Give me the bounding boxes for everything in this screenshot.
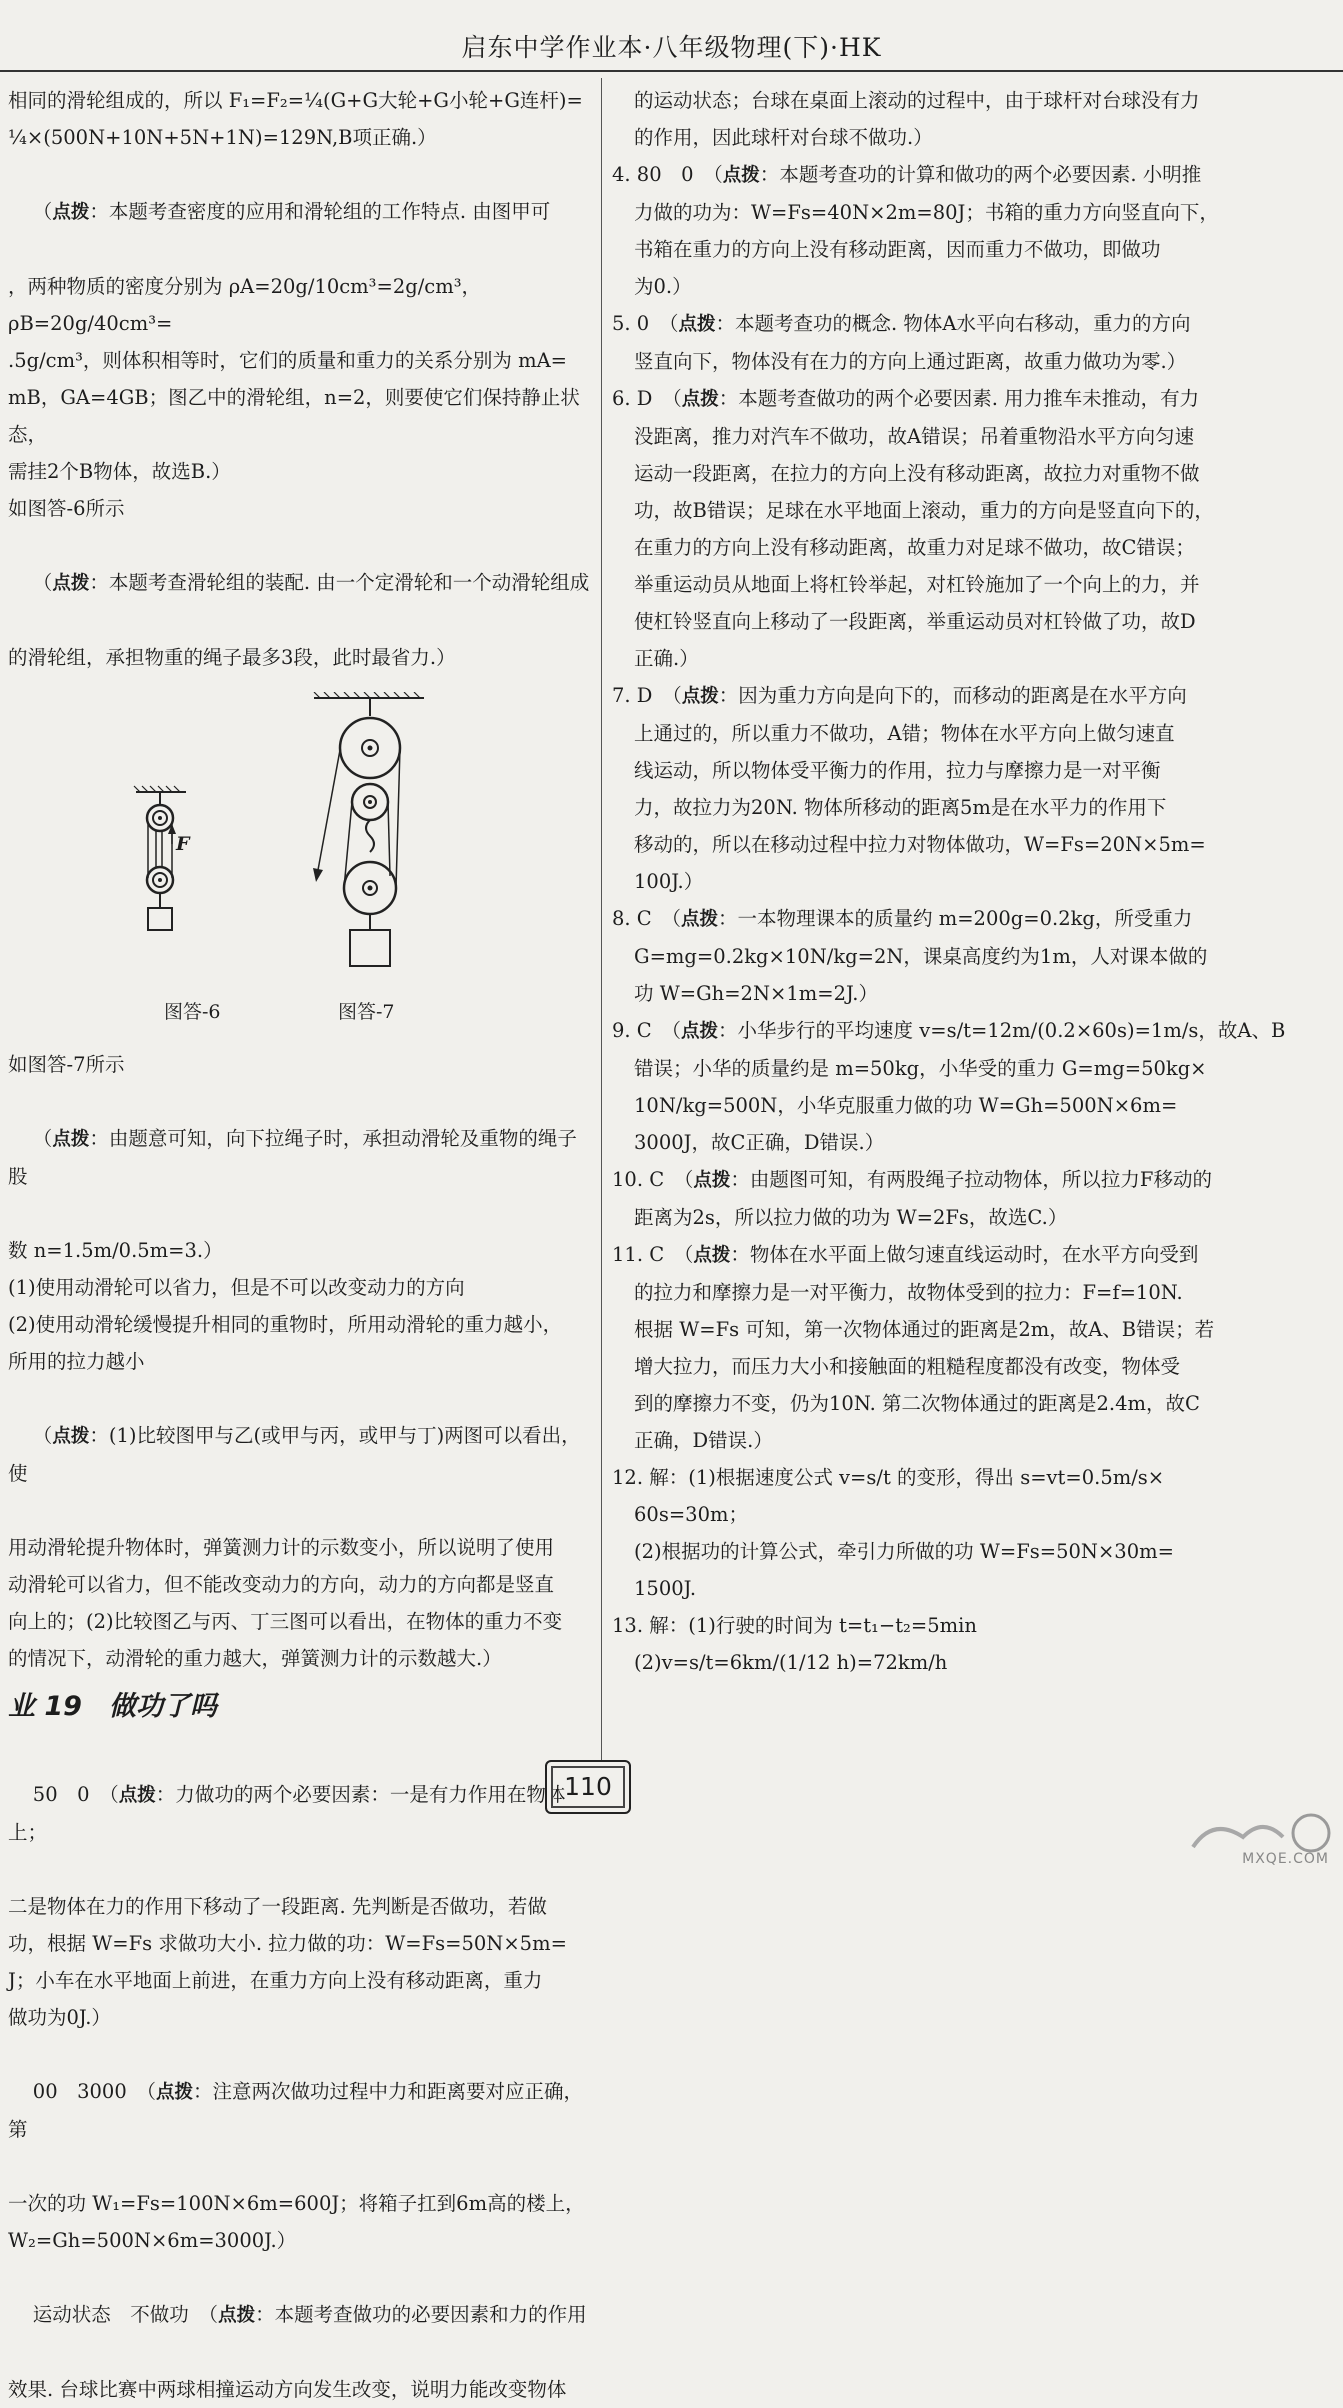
column-divider [601, 78, 602, 1760]
page-number: 110 [545, 1760, 631, 1814]
tip-label: 点拨 [218, 2305, 256, 2326]
tip-label: 点拨 [156, 2082, 194, 2103]
tip-text: 力做功的两个必要因素：一是有力作用在物体上； [8, 1783, 566, 1844]
text-line: 用动滑轮提升物体时，弹簧测力计的示数变小，所以说明了使用 [8, 1536, 555, 1559]
answer-item: 7. D （点拨：因为重力方向是向下的，而移动的距离是在水平方向 [612, 684, 1187, 707]
answer-item: 11. C （点拨：物体在水平面上做匀速直线运动时，在水平方向受到 [612, 1243, 1199, 1266]
text-line: 的拉力和摩擦力是一对平衡力，故物体受到的拉力：F=f=10N. [634, 1281, 1183, 1304]
tip-text: 因为重力方向是向下的，而移动的距离是在水平方向 [738, 684, 1187, 707]
tip-text: 由题图可知，有两股绳子拉动物体，所以拉力F移动的 [749, 1168, 1212, 1191]
text-line: 的运动状态；台球在桌面上滚动的过程中，由于球杆对台球没有力 [634, 89, 1200, 112]
text-line: 为0.） [634, 275, 692, 298]
answer-number: 9. C （ [612, 1019, 681, 1042]
answer-number: 7. D （ [612, 684, 682, 707]
text-line: 如图答-7所示 [8, 1053, 125, 1076]
figure-caption-6: 图答-6 [164, 1001, 221, 1023]
text-line: G=mg=0.2kg×10N/kg=2N，课桌高度约为1m，人对课本做的 [634, 945, 1208, 968]
tip-label: 点拨 [52, 202, 90, 223]
tip-label: 点拨 [693, 1170, 731, 1191]
text-line: 正确.） [634, 647, 699, 670]
answer-item: 10. C （点拨：由题图可知，有两股绳子拉动物体，所以拉力F移动的 [612, 1168, 1212, 1191]
text-line: 00 3000 （点拨：注意两次做功过程中力和距离要对应正确，第 [8, 2080, 584, 2141]
answer-number: 50 0 （ [32, 1783, 119, 1806]
answer-number: 11. C （ [612, 1243, 694, 1266]
tip-label: 点拨 [52, 573, 90, 594]
text-line: 在重力的方向上没有移动距离，故重力对足球不做功，故C错误； [634, 536, 1195, 559]
answer-number: 运动状态 不做功 （ [32, 2303, 219, 2326]
tip-text: 本题考查做功的两个必要因素. 用力推车未推动，有力 [738, 387, 1200, 410]
text-line: 力，故拉力为20N. 物体所移动的距离5m是在水平力的作用下 [634, 796, 1167, 819]
tip-label: 点拨 [722, 165, 760, 186]
text-line: 的情况下，动滑轮的重力越大，弹簧测力计的示数越大.） [8, 1647, 502, 1670]
section-title: 业 19 做功了吗 [8, 1691, 217, 1722]
text-line: 线运动，所以物体受平衡力的作用，拉力与摩擦力是一对平衡 [634, 759, 1161, 782]
text-line: 力做的功为：W=Fs=40N×2m=80J；书箱的重力方向竖直向下， [634, 201, 1219, 224]
text-line: 1500J. [634, 1577, 697, 1600]
text-line: 的作用，因此球杆对台球不做功.） [634, 126, 933, 149]
text-line: mB，GA=4GB；图乙中的滑轮组，n=2，则要使它们保持静止状态， [8, 386, 580, 446]
answer-item: 5. 0 （点拨：本题考查功的概念. 物体A水平向右移动，重力的方向 [612, 312, 1191, 335]
answer-item [612, 1459, 1334, 1496]
header-rule [0, 70, 1343, 72]
pulley-figures [8, 676, 593, 1046]
text-line: 10N/kg=500N，小华克服重力做的功 W=Gh=500N×6m= [634, 1094, 1178, 1117]
text-line: 效果. 台球比赛中两球相撞运动方向发生改变，说明力能改变物体 [8, 2378, 567, 2401]
text-line: 50 0 （点拨：力做功的两个必要因素：一是有力作用在物体上； [8, 1783, 566, 1844]
answer-number: 13. 解：(1)行驶的时间为 t=t₁−t₂=5min [612, 1614, 977, 1637]
tip-label: 点拨 [678, 314, 716, 335]
text-line: （点拨：本题考查密度的应用和滑轮组的工作特点. 由图甲可 [32, 200, 551, 223]
tip-label: 点拨 [681, 686, 719, 707]
tip-text: 本题考查功的概念. 物体A水平向右移动，重力的方向 [735, 312, 1191, 335]
text-line: 如图答-6所示 [8, 497, 125, 520]
answer-item: 6. D （点拨：本题考查做功的两个必要因素. 用力推车未推动，有力 [612, 387, 1200, 410]
text-line: ¼×(500N+10N+5N+1N)=129N,B项正确.） [8, 126, 437, 149]
text-line: 功，根据 W=Fs 求做功大小. 拉力做的功：W=Fs=50N×5m= [8, 1932, 567, 1955]
tip-label: 点拨 [52, 1129, 90, 1150]
text-line: 做功为0J.） [8, 2006, 111, 2029]
tip-label: 点拨 [681, 389, 719, 410]
text-line: 上通过的，所以重力不做功，A错；物体在水平方向上做匀速直 [634, 722, 1175, 745]
text-line: （点拨：本题考查滑轮组的装配. 由一个定滑轮和一个动滑轮组成 [32, 571, 590, 594]
text-line: 相同的滑轮组成的，所以 F₁=F₂=¼(G+G大轮+G小轮+G连杆)= [8, 89, 583, 112]
tip-label: 点拨 [693, 1245, 731, 1266]
tip-text: 小华步行的平均速度 v=s/t=12m/(0.2×60s)=1m/s，故A、B [737, 1019, 1286, 1042]
tip-text: 一本物理课本的质量约 m=200g=0.2kg，所受重力 [737, 907, 1193, 930]
text-line: 运动一段距离，在拉力的方向上没有移动距离，故拉力对重物不做 [634, 462, 1200, 485]
tip-text: 由题意可知，向下拉绳子时，承担动滑轮及重物的绳子股 [8, 1127, 577, 1188]
text-line: 动滑轮可以省力，但不能改变动力的方向，动力的方向都是竖直 [8, 1573, 555, 1596]
text-line: 使杠铃竖直向上移动了一段距离，举重运动员对杠铃做了功，故D [634, 610, 1196, 633]
left-column [8, 82, 593, 2408]
figure-caption-7: 图答-7 [338, 1001, 395, 1023]
text-line: 100J.） [634, 870, 704, 893]
text-line: (2)根据功的计算公式，牵引力所做的功 W=Fs=50N×30m= [634, 1540, 1174, 1563]
tip-text: 本题考查功的计算和做功的两个必要因素. 小明推 [779, 163, 1202, 186]
pulley-diagram-6 [126, 784, 246, 974]
text-line: 举重运动员从地面上将杠铃举起，对杠铃施加了一个向上的力，并 [634, 573, 1200, 596]
answer-item: 9. C （点拨：小华步行的平均速度 v=s/t=12m/(0.2×60s)=1m/s，故A、B [612, 1019, 1286, 1042]
text-line: 距离为2s，所以拉力做的功为 W=2Fs，故选C.） [634, 1206, 1068, 1229]
text-line: 书箱在重力的方向上没有移动距离，因而重力不做功，即做功 [634, 238, 1161, 261]
text-line: (1)使用动滑轮可以省力，但是不可以改变动力的方向 [8, 1276, 465, 1299]
text-line: (2)v=s/t=6km/(1/12 h)=72km/h [634, 1651, 948, 1674]
text-line: J；小车在水平地面上前进，在重力方向上没有移动距离，重力 [8, 1969, 543, 1992]
answer-number: 8. C （ [612, 907, 681, 930]
text-line: 3000J，故C正确，D错误.） [634, 1131, 885, 1154]
page-header: 启东中学作业本·八年级物理(下)·HK [461, 33, 882, 62]
tip-text: 注意两次做功过程中力和距离要对应正确，第 [8, 2080, 584, 2141]
text-line: 一次的功 W₁=Fs=100N×6m=600J；将箱子扛到6m高的楼上， [8, 2192, 585, 2215]
text-line: ，两种物质的密度分别为 ρA=20g/10cm³=2g/cm³，ρB=20g/40cm³= [8, 275, 482, 335]
answer-number: 10. C （ [612, 1168, 694, 1191]
text-line: 竖直向下，物体没有在力的方向上通过距离，故重力做功为零.） [634, 350, 1187, 373]
tip-text: 本题考查做功的必要因素和力的作用 [274, 2303, 587, 2326]
text-line: 60s=30m； [634, 1503, 748, 1526]
answer-item [612, 1607, 1334, 1644]
text-line: .5g/cm³，则体积相等时，它们的质量和重力的关系分别为 mA= [8, 349, 567, 372]
watermark-text: MXQE.COM [1242, 1851, 1329, 1867]
text-line: 数 n=1.5m/0.5m=3.） [8, 1239, 223, 1262]
answer-number: 5. 0 （ [612, 312, 679, 335]
text-line: 功，故B错误；足球在水平地面上滚动，重力的方向是竖直向下的， [634, 499, 1214, 522]
text-line: （点拨：由题意可知，向下拉绳子时，承担动滑轮及重物的绳子股 [8, 1127, 577, 1188]
text-line: 的滑轮组，承担物重的绳子最多3段，此时最省力.） [8, 646, 456, 669]
text-line: 正确，D错误.） [634, 1429, 773, 1452]
answer-number: 12. 解：(1)根据速度公式 v=s/t 的变形，得出 s=vt=0.5m/s× [612, 1466, 1165, 1489]
text-line: (2)使用动滑轮缓慢提升相同的重物时，所用动滑轮的重力越小， [8, 1313, 563, 1336]
tip-label: 点拨 [680, 909, 718, 930]
answer-number: 4. 80 0 （ [612, 163, 723, 186]
force-label: F [176, 833, 190, 855]
text-line: W₂=Gh=500N×6m=3000J.） [8, 2229, 297, 2252]
answer-number: 6. D （ [612, 387, 682, 410]
text-line: 移动的，所以在移动过程中拉力对物体做功，W=Fs=20N×5m= [634, 833, 1206, 856]
text-line: 运动状态 不做功 （点拨：本题考查做功的必要因素和力的作用 [32, 2303, 587, 2326]
text-line: （点拨：(1)比较图甲与乙(或甲与丙，或甲与丁)两图可以看出，使 [8, 1424, 581, 1485]
text-line: 增大拉力，而压力大小和接触面的粗糙程度都没有改变，物体受 [634, 1355, 1181, 1378]
tip-label: 点拨 [118, 1785, 156, 1806]
right-column [612, 82, 1334, 1681]
tip-label: 点拨 [680, 1021, 718, 1042]
text-line: 向上的；(2)比较图乙与丙、丁三图可以看出，在物体的重力不变 [8, 1610, 563, 1633]
tip-text: 本题考查密度的应用和滑轮组的工作特点. 由图甲可 [108, 200, 551, 223]
text-line: 到的摩擦力不变，仍为10N. 第二次物体通过的距离是2.4m，故C [634, 1392, 1200, 1415]
tip-label: 点拨 [52, 1426, 90, 1447]
tip-text: 本题考查滑轮组的装配. 由一个定滑轮和一个动滑轮组成 [108, 571, 590, 594]
text-line: 没距离，推力对汽车不做功，故A错误；吊着重物沿水平方向匀速 [634, 425, 1195, 448]
tip-text: 物体在水平面上做匀速直线运动时，在水平方向受到 [749, 1243, 1199, 1266]
text-line: 错误；小华的质量约是 m=50kg，小华受的重力 G=mg=50kg× [634, 1057, 1207, 1080]
answer-item: 8. C （点拨：一本物理课本的质量约 m=200g=0.2kg，所受重力 [612, 907, 1193, 930]
text-line: 根据 W=Fs 可知，第一次物体通过的距离是2m，故A、B错误；若 [634, 1318, 1215, 1341]
answer-number: 00 3000 （ [32, 2080, 156, 2103]
text-line: 功 W=Gh=2N×1m=2J.） [634, 982, 879, 1005]
text-line: 所用的拉力越小 [8, 1350, 145, 1373]
tip-text: (1)比较图甲与乙(或甲与丙，或甲与丁)两图可以看出，使 [8, 1424, 581, 1485]
text-line: 需挂2个B物体，故选B.） [8, 460, 231, 483]
answer-item: 4. 80 0 （点拨：本题考查功的计算和做功的两个必要因素. 小明推 [612, 163, 1202, 186]
text-line: 二是物体在力的作用下移动了一段距离. 先判断是否做功，若做 [8, 1895, 547, 1918]
pulley-diagram-7 [310, 692, 470, 982]
